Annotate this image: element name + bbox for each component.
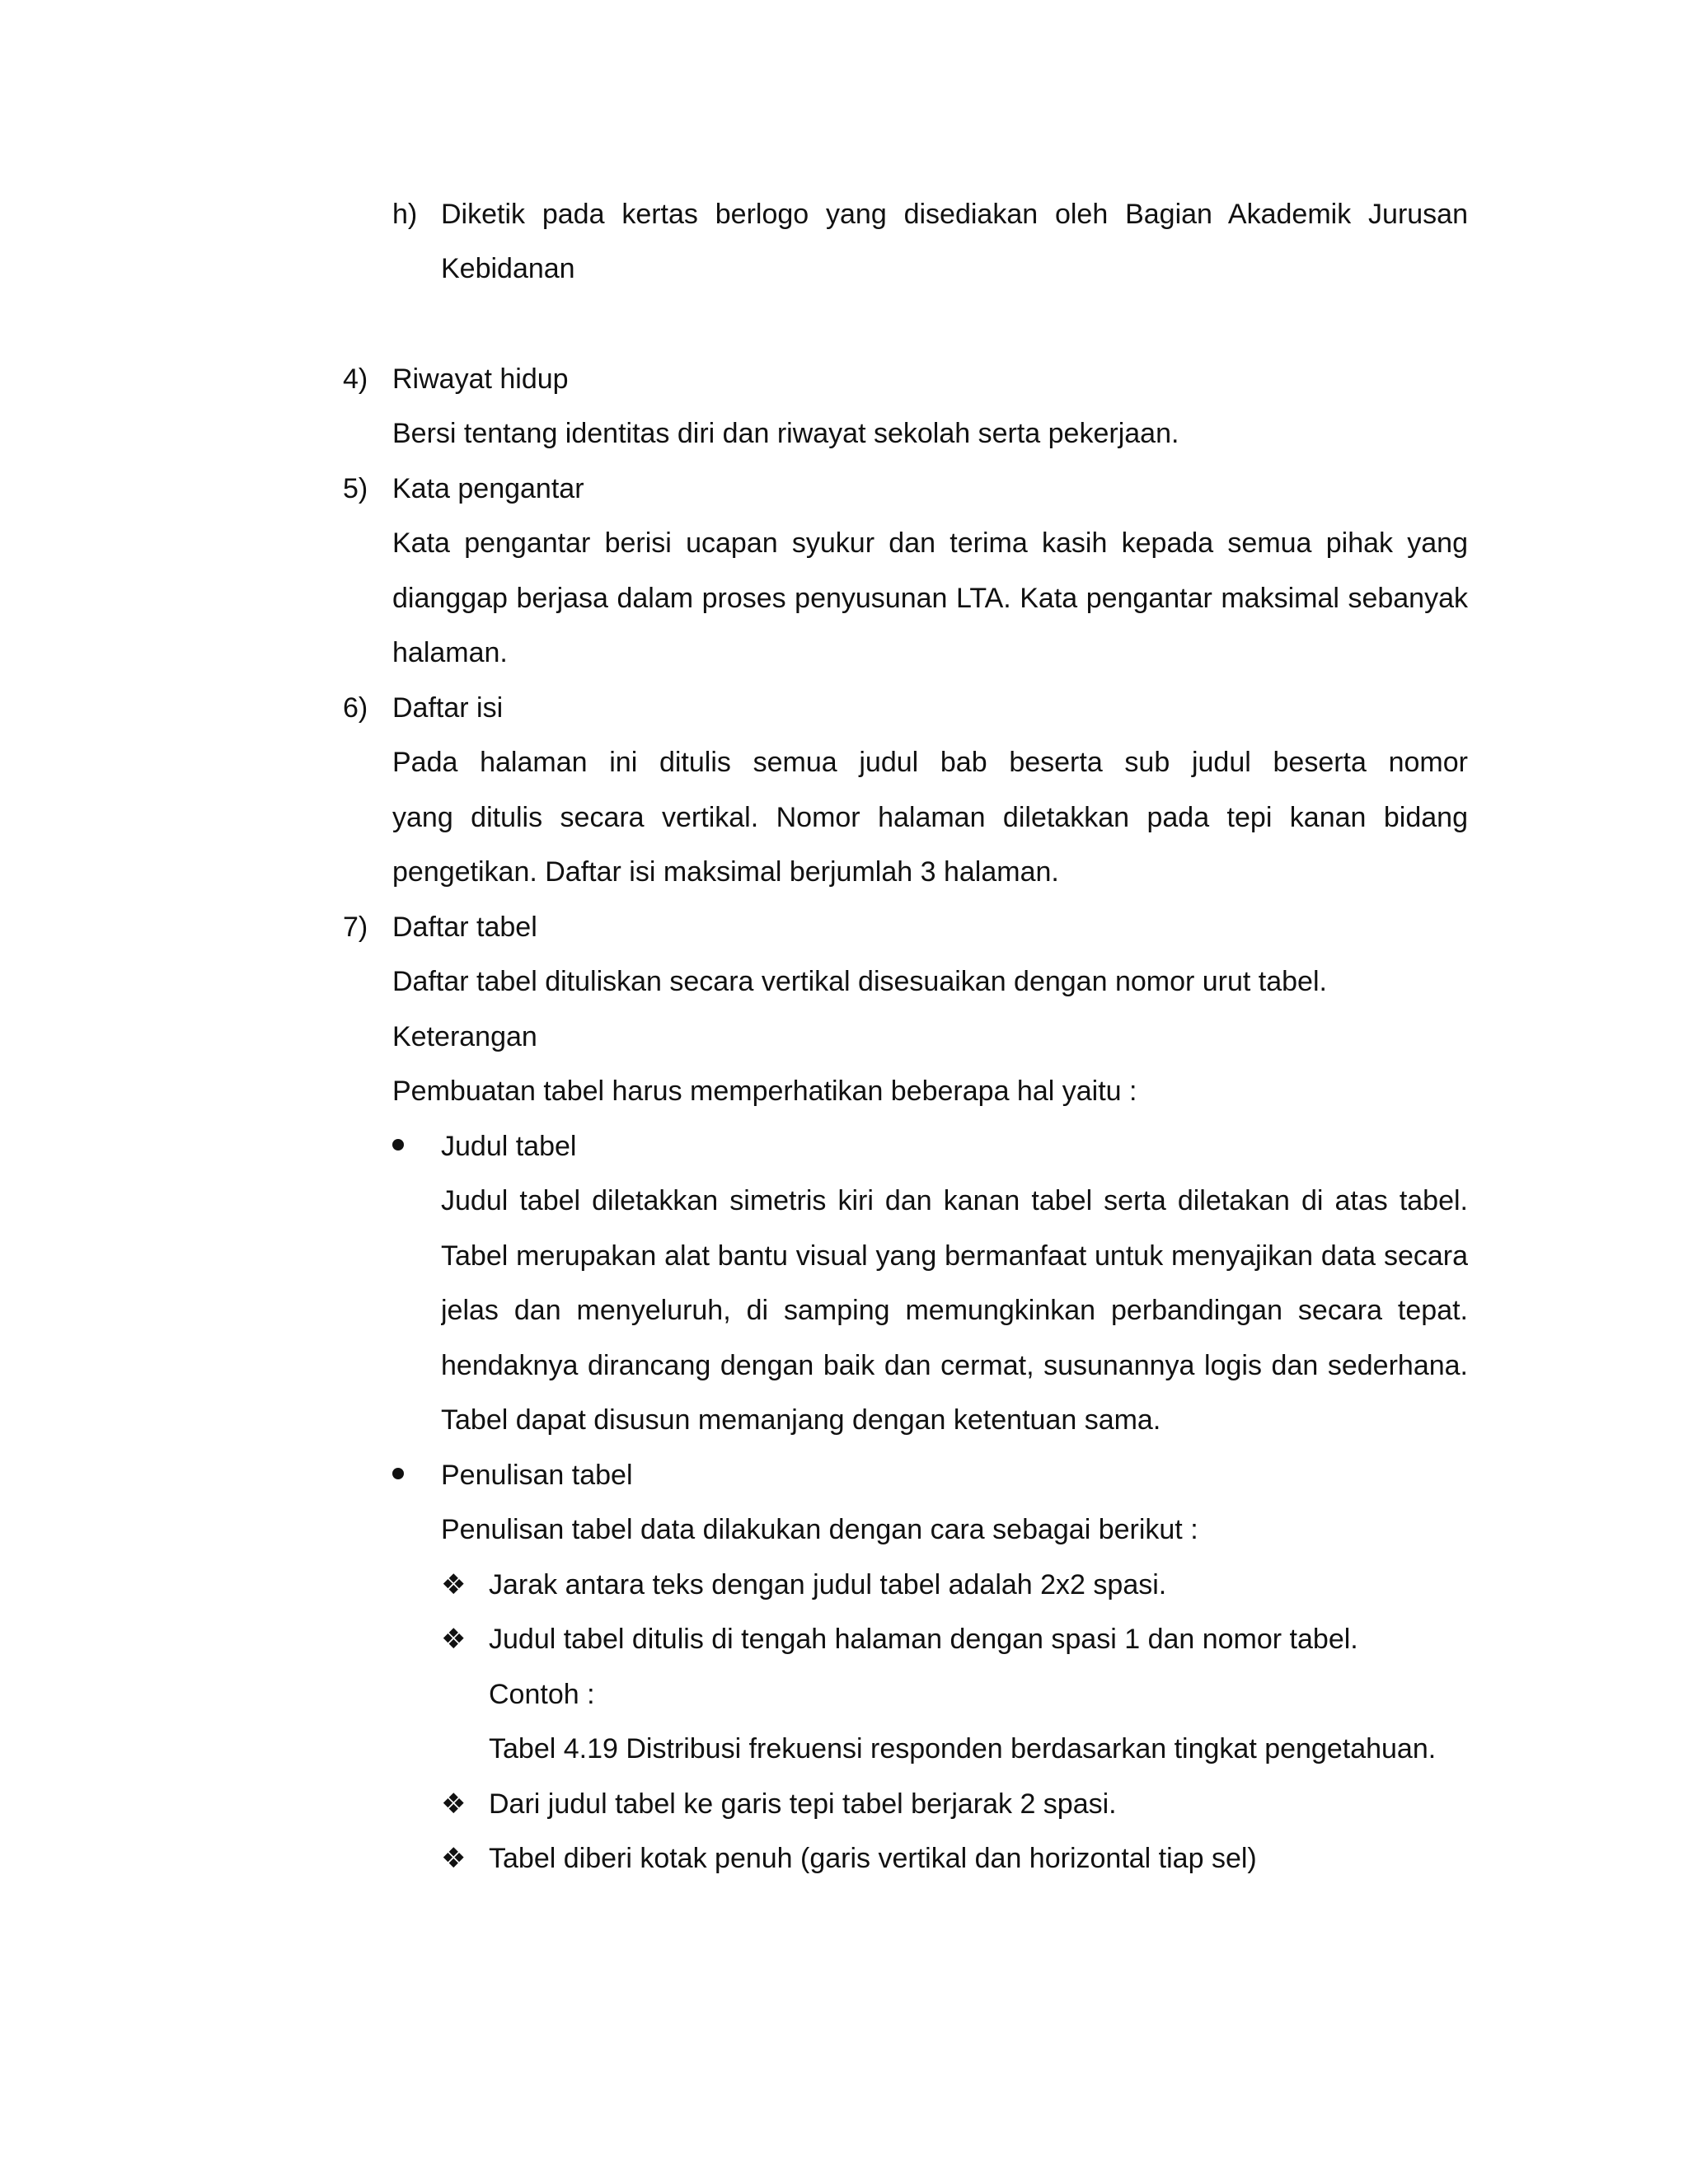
item-h-line-2: Kebidanan [441,253,575,284]
section-7-keterangan: Keterangan [392,1021,537,1052]
bullet-1-paragraph-line: Tabel dapat disusun memanjang dengan ketentuan sama. [441,1404,1161,1436]
section-marker-7: 7) [343,912,368,943]
bullet-1-paragraph-line: hendaknya dirancang dengan baik dan cermat, susunannya logis dan sederhana. [441,1350,1468,1381]
section-title-riwayat-hidup: Riwayat hidup [392,363,569,395]
bullet-1-paragraph-line: Tabel merupakan alat bantu visual yang bermanfaat untuk menyajikan data secara [441,1240,1468,1272]
section-5-paragraph-line: halaman. [392,637,508,668]
item-marker-h: h) [392,199,418,230]
section-5-paragraph-line: dianggap berjasa dalam proses penyusunan LTA. Kata pengantar maksimal sebanyak [392,583,1468,614]
sub-item-line: Jarak antara teks dengan judul tabel adalah 2x2 spasi. [489,1569,1167,1601]
bullet-dot-icon [392,1468,404,1479]
example-label: Contoh : [489,1679,595,1710]
bullet-1-paragraph-line: Judul tabel diletakkan simetris kiri dan kanan tabel serta diletakan di atas tabel. [441,1185,1468,1216]
section-marker-4: 4) [343,363,368,395]
example-text: Tabel 4.19 Distribusi frekuensi responden berdasarkan tingkat pengetahuan. [489,1733,1437,1765]
section-5-paragraph-line: Kata pengantar berisi ucapan syukur dan terima kasih kepada semua pihak yang [392,527,1468,559]
item-h-line-1: Diketik pada kertas berlogo yang disediakan oleh Bagian Akademik Jurusan [441,199,1468,230]
section-7-paragraph-line: Pembuatan tabel harus memperhatikan beberapa hal yaitu : [392,1076,1137,1107]
bullet-title-judul-tabel: Judul tabel [441,1131,577,1162]
bullet-2-paragraph-line: Penulisan tabel data dilakukan dengan cara sebagai berikut : [441,1514,1198,1545]
section-6-paragraph-line: pengetikan. Daftar isi maksimal berjumlah 3 halaman. [392,856,1059,888]
sub-item-line: Dari judul tabel ke garis tepi tabel berjarak 2 spasi. [489,1788,1117,1820]
diamond-bullet-icon: ❖ [441,1842,467,1875]
section-marker-6: 6) [343,692,368,724]
bullet-1-paragraph-line: jelas dan menyeluruh, di samping memungkinkan perbandingan secara tepat. [441,1295,1468,1326]
section-4-paragraph-line: Bersi tentang identitas diri dan riwayat sekolah serta pekerjaan. [392,418,1179,449]
section-6-paragraph-line: Pada halaman ini ditulis semua judul bab beserta sub judul beserta nomor [392,747,1468,778]
section-title-daftar-isi: Daftar isi [392,692,504,724]
bullet-dot-icon [392,1139,404,1151]
section-title-kata-pengantar: Kata pengantar [392,473,584,504]
section-marker-5: 5) [343,473,368,504]
diamond-bullet-icon: ❖ [441,1788,467,1821]
diamond-bullet-icon: ❖ [441,1568,467,1601]
bullet-title-penulisan-tabel: Penulisan tabel [441,1460,633,1491]
sub-item-line: Judul tabel ditulis di tengah halaman dengan spasi 1 dan nomor tabel. [489,1624,1358,1655]
section-title-daftar-tabel: Daftar tabel [392,912,537,943]
section-6-paragraph-line: yang ditulis secara vertikal. Nomor halaman diletakkan pada tepi kanan bidang [392,802,1468,833]
sub-item-line: Tabel diberi kotak penuh (garis vertikal dan horizontal tiap sel) [489,1843,1257,1874]
section-7-paragraph-line: Daftar tabel dituliskan secara vertikal disesuaikan dengan nomor urut tabel. [392,966,1327,997]
diamond-bullet-icon: ❖ [441,1623,467,1656]
